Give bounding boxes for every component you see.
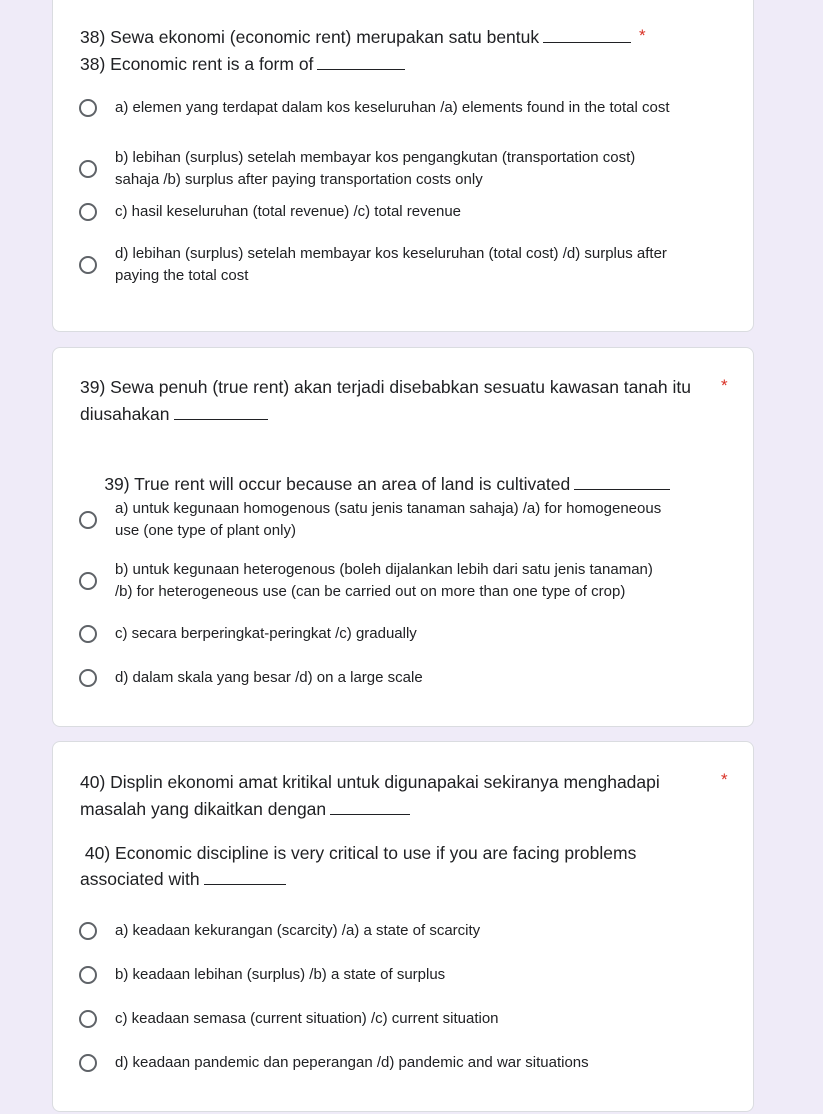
radio-button[interactable] [79, 160, 97, 178]
answer-blank [174, 405, 268, 420]
option-label [115, 201, 733, 223]
required-asterisk: * [639, 26, 646, 45]
option-label-line: b) keadaan lebihan (surplus) /b) a state of surplus [115, 966, 446, 983]
option-b[interactable] [79, 964, 733, 986]
option-label-line: a) elemen yang terdapat dalam kos keseluruhan /a) elements found in the total cost [115, 99, 670, 116]
radio-button[interactable] [79, 99, 97, 117]
option-label [115, 667, 733, 689]
question-card-38 [52, 0, 754, 332]
option-label [115, 1052, 733, 1074]
required-asterisk: * [721, 770, 728, 789]
option-d[interactable] [79, 1052, 733, 1074]
option-label-line: c) secara berperingkat-peringkat /c) gradually [115, 625, 417, 642]
option-label [115, 559, 733, 603]
radio-button[interactable] [79, 922, 97, 940]
question-title-en: 38) Economic rent is a form of [80, 51, 405, 77]
option-label-line: b) lebihan (surplus) setelah membayar kos pengangkutan (transportation cost) [115, 149, 636, 166]
option-b[interactable] [79, 147, 733, 191]
question-title-en: 39) True rent will occur because an area of land is cultivated [80, 445, 670, 523]
radio-button[interactable] [79, 1010, 97, 1028]
option-label-line: sahaja /b) surplus after paying transportation costs only [115, 171, 483, 188]
option-label [115, 243, 733, 287]
question-title-ms: 38) Sewa ekonomi (economic rent) merupakan satu bentuk [80, 24, 631, 50]
question-title-ms-cont: diusahakan [80, 401, 268, 427]
question-title-ms: 39) Sewa penuh (true rent) akan terjadi disebabkan sesuatu kawasan tanah itu [80, 377, 691, 397]
radio-button[interactable] [79, 203, 97, 221]
required-asterisk: * [721, 376, 728, 395]
option-label [115, 964, 733, 986]
option-label-line: use (one type of plant only) [115, 522, 296, 539]
option-label [115, 498, 733, 542]
option-b[interactable] [79, 559, 733, 603]
radio-button[interactable] [79, 669, 97, 687]
option-label [115, 623, 733, 645]
answer-blank [330, 800, 410, 815]
option-label-line: paying the total cost [115, 267, 249, 284]
answer-blank [317, 55, 405, 70]
option-label [115, 1008, 733, 1030]
question-title-en-cont: associated with [80, 866, 286, 892]
question-title-ms-cont: masalah yang dikaitkan dengan [80, 796, 410, 822]
option-label-line: d) dalam skala yang besar /d) on a large scale [115, 669, 423, 686]
answer-blank [574, 475, 670, 490]
option-d[interactable] [79, 667, 733, 689]
option-label-line: a) untuk kegunaan homogenous (satu jenis tanaman sahaja) /a) for homogeneous [115, 500, 662, 517]
answer-blank [204, 870, 286, 885]
option-a[interactable] [79, 920, 733, 942]
radio-button[interactable] [79, 511, 97, 529]
option-a[interactable] [79, 97, 733, 119]
radio-button[interactable] [79, 256, 97, 274]
option-label [115, 97, 733, 119]
radio-button[interactable] [79, 966, 97, 984]
option-label [115, 920, 733, 942]
option-label-line: c) keadaan semasa (current situation) /c) current situation [115, 1010, 499, 1027]
question-card-39 [52, 347, 754, 727]
option-label-line: a) keadaan kekurangan (scarcity) /a) a state of scarcity [115, 922, 481, 939]
option-label-line: d) keadaan pandemic dan peperangan /d) pandemic and war situations [115, 1054, 589, 1071]
option-c[interactable] [79, 623, 733, 645]
radio-button[interactable] [79, 625, 97, 643]
question-card-40 [52, 741, 754, 1112]
option-label-line: d) lebihan (surplus) setelah membayar kos keseluruhan (total cost) /d) surplus after [115, 245, 667, 262]
option-c[interactable] [79, 201, 733, 223]
option-label-line: b) untuk kegunaan heterogenous (boleh dijalankan lebih dari satu jenis tanaman) [115, 561, 653, 578]
option-label-line: c) hasil keseluruhan (total revenue) /c) total revenue [115, 203, 462, 220]
radio-button[interactable] [79, 1054, 97, 1072]
option-label [115, 147, 733, 191]
option-d[interactable] [79, 243, 733, 287]
question-title-ms: 40) Displin ekonomi amat kritikal untuk digunapakai sekiranya menghadapi [80, 772, 660, 792]
answer-blank [543, 28, 631, 43]
option-label-line: /b) for heterogeneous use (can be carried out on more than one type of crop) [115, 583, 626, 600]
option-a[interactable] [79, 498, 733, 542]
option-c[interactable] [79, 1008, 733, 1030]
radio-button[interactable] [79, 572, 97, 590]
question-title-en: 40) Economic discipline is very critical to use if you are facing problems [80, 843, 637, 863]
